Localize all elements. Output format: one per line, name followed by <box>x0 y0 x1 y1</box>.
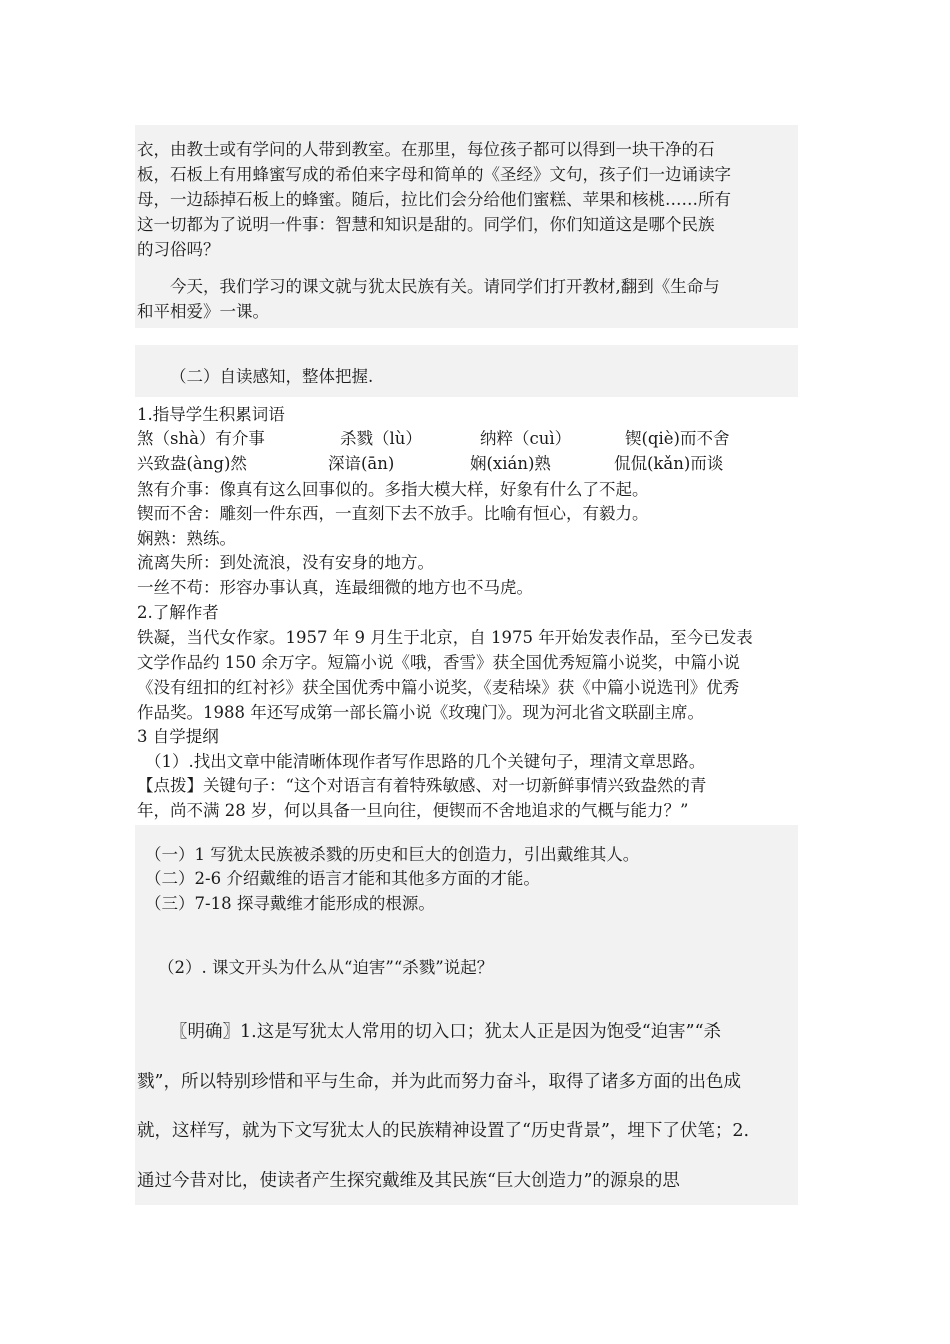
vocab-definition: 娴熟：熟练。 <box>137 529 236 548</box>
answer-line: 通过今昔对比，使读者产生探究戴维及其民族“巨大创造力”的源泉的思 <box>137 1171 680 1191</box>
vocab-heading: 1.指导学生积累词语 <box>137 405 285 424</box>
outline-part: （一）1 写犹太民族被杀戮的历史和巨大的创造力，引出戴维其人。 <box>145 845 640 864</box>
outline-part: （三）7-18 探寻戴维才能形成的根源。 <box>145 894 435 913</box>
intro-line-3: 母，一边舔掉石板上的蜂蜜。随后，拉比们会分给他们蜜糕、苹果和核桃……所有 <box>137 190 731 209</box>
vocab-definition: 流离失所：到处流浪，没有安身的地方。 <box>137 553 434 572</box>
outline-hint-line: 【点拨】关键句子：“这个对语言有着特殊敏感、对一切新鲜事情兴致盎然的青 <box>137 776 707 795</box>
vocab-word: 煞（shà）有介事 <box>137 429 265 448</box>
vocab-definition: 一丝不苟：形容办事认真，连最细微的地方也不马虎。 <box>137 578 533 597</box>
author-heading: 2.了解作者 <box>137 603 219 622</box>
intro-line-1: 衣，由教士或有学问的人带到教室。在那里，每位孩子都可以得到一块干净的石 <box>137 140 715 159</box>
vocab-word: 纳粹（cuì） <box>480 429 572 448</box>
intro-p2-line-2: 和平相爱》一课。 <box>137 302 269 321</box>
intro-line-5: 的习俗吗？ <box>137 240 220 259</box>
vocab-word: 侃侃(kǎn)而谈 <box>614 454 724 473</box>
vocab-word: 娴(xián)熟 <box>470 454 551 473</box>
outline-part: （二）2-6 介绍戴维的语言才能和其他多方面的才能。 <box>145 869 540 888</box>
author-line: 作品奖。1988 年还写成第一部长篇小说《玫瑰门》。现为河北省文联副主席。 <box>137 703 704 722</box>
vocab-word: 兴致盎(àng)然 <box>137 454 247 473</box>
outline-hint-line: 年，尚不满 28 岁，何以具备一旦向往，便锲而不舍地追求的气概与能力？” <box>137 801 689 820</box>
answer-line: 〖明确〗1.这是写犹太人常用的切入口；犹太人正是因为饱受“迫害”“杀 <box>170 1022 722 1042</box>
vocab-word: 杀戮（lù） <box>340 429 422 448</box>
section-heading: （二）自读感知，整体把握. <box>170 367 374 386</box>
author-line: 铁凝，当代女作家。1957 年 9 月生于北京，自 1975 年开始发表作品，至今已发表 <box>137 628 753 647</box>
answer-line: 就，这样写，就为下文写犹太人的民族精神设置了“历史背景”，埋下了伏笔；2. <box>137 1121 750 1141</box>
outline-heading: 3 自学提纲 <box>137 727 219 746</box>
outline-question-2: （2）. 课文开头为什么从“迫害”“杀戮”说起？ <box>158 958 494 977</box>
vocab-word: 锲(qiè)而不舍 <box>625 429 730 448</box>
vocab-definition: 煞有介事：像真有这么回事似的。多指大模大样，好象有什么了不起。 <box>137 480 649 499</box>
outline-question-1: （1）.找出文章中能清晰体现作者写作思路的几个关键句子，理清文章思路。 <box>145 752 706 771</box>
author-line: 文学作品约 150 余万字。短篇小说《哦，香雪》获全国优秀短篇小说奖，中篇小说 <box>137 653 740 672</box>
intro-p2-line-1: 今天，我们学习的课文就与犹太民族有关。请同学们打开教材,翻到《生命与 <box>170 277 720 296</box>
intro-line-4: 这一切都为了说明一件事：智慧和知识是甜的。同学们，你们知道这是哪个民族 <box>137 215 715 234</box>
vocab-definition: 锲而不舍：雕刻一件东西，一直刻下去不放手。比喻有恒心，有毅力。 <box>137 504 649 523</box>
author-line: 《没有纽扣的红衬衫》获全国优秀中篇小说奖，《麦秸垛》获《中篇小说选刊》优秀 <box>137 678 740 697</box>
vocab-word: 深谙(ān) <box>328 454 395 473</box>
intro-line-2: 板，石板上有用蜂蜜写成的希伯来字母和简单的《圣经》文句，孩子们一边诵读字 <box>137 165 731 184</box>
answer-line: 戮”，所以特别珍惜和平与生命，并为此而努力奋斗，取得了诸多方面的出色成 <box>137 1072 741 1092</box>
